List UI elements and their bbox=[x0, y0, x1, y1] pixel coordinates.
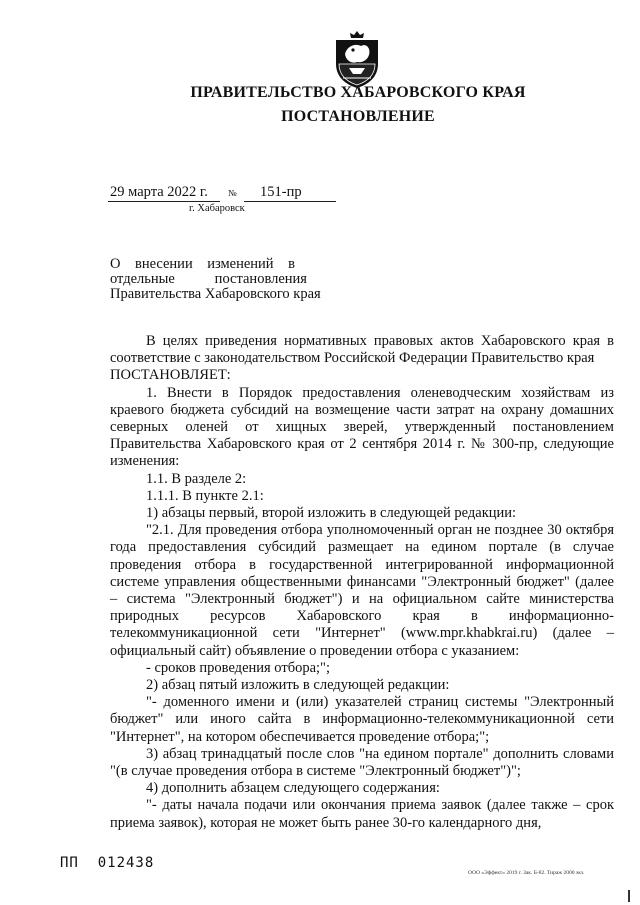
paragraph: 1. Внести в Порядок предоставления оленеводческим хозяйствам из краевого бюджета субсидий на возмещение части затрат на охрану домашних северных оленей от хищных зверей, утвержденный постановлением Правительства Хабаровского края от 2 сентября 2014 г. № 300-пр, следующие изменения: bbox=[110, 384, 614, 470]
paragraph: "2.1. Для проведения отбора уполномоченный орган не позднее 30 октября года предоставления субсидий размещает на едином портале (в случае проведения отбора в государственной интегрированной информационной системе управления общественными финансами "Электронный бюджет" (далее – система "Электронный бюджет") и на официальном сайте министерства природных ресурсов Хабаровского края в информационно-телекоммуникационной сети "Интернет" (www.mpr.khabkrai.ru) (далее – официальный сайт) объявление о проведении отбора с указанием: bbox=[110, 522, 614, 659]
number-underline bbox=[244, 201, 336, 202]
document-type: ПОСТАНОВЛЕНИЕ bbox=[281, 108, 435, 125]
paragraph: "- доменного имени и (или) указателей страниц системы "Электронный бюджет" или иного сайта в информационно-телекоммуникационной сети "Интернет", на котором обеспечивается проведение отбора;"; bbox=[110, 694, 614, 745]
paragraph: 1.1. В разделе 2: bbox=[146, 470, 247, 487]
subject-line: О внесении изменений в bbox=[110, 256, 295, 272]
coat-of-arms-icon bbox=[331, 28, 383, 90]
paragraph: 1) абзацы первый, второй изложить в следующей редакции: bbox=[146, 505, 517, 522]
government-title: ПРАВИТЕЛЬСТВО ХАБАРОВСКОГО КРАЯ bbox=[190, 84, 526, 101]
form-serial-number: ПП 012438 bbox=[60, 855, 155, 871]
paragraph: В целях приведения нормативных правовых актов Хабаровского края в соответствие с законодательством Российской Федерации Правительство края bbox=[110, 333, 614, 367]
paragraph: 3) абзац тринадцатый после слов "на едином портале" дополнить словами "(в случае проведения отбора в системе "Электронный бюджет")"; bbox=[110, 745, 614, 780]
paragraph: 2) абзац пятый изложить в следующей редакции: bbox=[146, 677, 450, 694]
paragraph: 4) дополнить абзацем следующего содержания: bbox=[146, 780, 440, 797]
paragraph-resolves: ПОСТАНОВЛЯЕТ: bbox=[110, 367, 231, 384]
paragraph: - сроков проведения отбора;"; bbox=[146, 659, 330, 676]
document-date: 29 марта 2022 г. bbox=[110, 184, 208, 200]
print-info: ООО «Эффект» 2019 г. Зак. Б-82. Тираж 2000 экз. bbox=[468, 870, 585, 876]
paragraph: 1.1.1. В пункте 2.1: bbox=[146, 487, 264, 504]
scan-edge-mark bbox=[628, 890, 630, 902]
subject-line: отдельные постановления bbox=[110, 271, 307, 287]
subject-line: Правительства Хабаровского края bbox=[110, 286, 321, 302]
document-city: г. Хабаровск bbox=[189, 203, 245, 214]
paragraph: "- даты начала подачи или окончания приема заявок (далее также – срок приема заявок), которая не может быть ранее 30-го календарного дня, bbox=[110, 797, 614, 831]
date-underline bbox=[108, 201, 220, 202]
document-body bbox=[110, 333, 614, 832]
document-number: 151-пр bbox=[260, 184, 302, 200]
document-subject bbox=[110, 257, 330, 302]
number-label: № bbox=[228, 188, 237, 198]
